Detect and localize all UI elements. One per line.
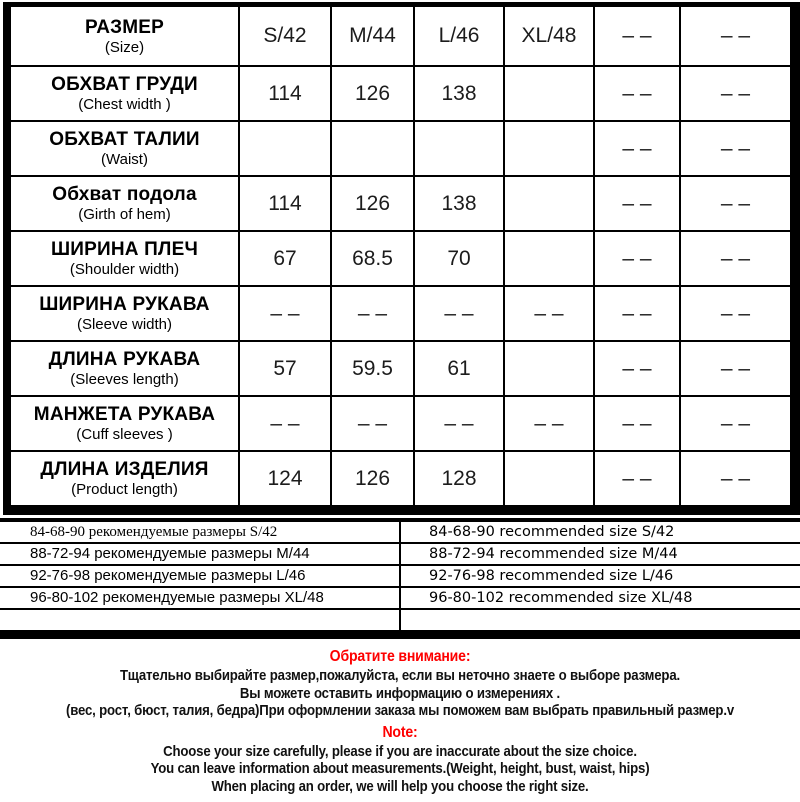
- value-cell: – –: [331, 286, 414, 341]
- note-line: Тщательно выбирайте размер,пожалуйста, если вы неточно знаете о выборе размера.: [120, 667, 680, 684]
- value-cell: [504, 451, 594, 506]
- row-label-cell: [10, 121, 239, 176]
- size-header-cell: M/44: [331, 6, 414, 66]
- value-cell: – –: [680, 66, 791, 121]
- value-cell: [504, 176, 594, 231]
- value-cell: – –: [680, 286, 791, 341]
- value-cell: – –: [680, 176, 791, 231]
- size-header-cell: – –: [594, 6, 680, 66]
- value-cell: – –: [680, 121, 791, 176]
- recommended-size-row: 92-76-98 recommended size L/46: [401, 566, 800, 588]
- row-label-en: (Size): [104, 38, 145, 56]
- value-cell: – –: [594, 66, 680, 121]
- value-cell: 138: [414, 66, 504, 121]
- row-label-ru: ШИРИНА РУКАВА: [39, 294, 210, 315]
- note-line: Вы можете оставить информацию о измерениях .: [239, 684, 561, 702]
- recommended-sizes-section: [0, 518, 800, 639]
- value-cell: 126: [331, 451, 414, 506]
- value-cell: [331, 121, 414, 176]
- value-cell: 61: [414, 341, 504, 396]
- row-label-cell: [10, 396, 239, 451]
- row-label-cell: [10, 231, 239, 286]
- value-cell: – –: [594, 396, 680, 451]
- row-label-ru: ОБХВАТ ГРУДИ: [51, 74, 198, 95]
- recommended-size-row: 92-76-98 рекомендуемые размеры L/46: [0, 566, 399, 588]
- row-label-cell: [10, 6, 239, 66]
- value-cell: – –: [680, 231, 791, 286]
- value-cell: – –: [680, 451, 791, 506]
- table-row-waist: [10, 121, 791, 176]
- row-label-ru: ДЛИНА ИЗДЕЛИЯ: [40, 459, 209, 480]
- row-label-ru: ШИРИНА ПЛЕЧ: [50, 239, 198, 260]
- value-cell: – –: [594, 231, 680, 286]
- recommended-size-row: 84-68-90 рекомендуемые размеры S/42: [0, 522, 399, 544]
- size-header-cell: L/46: [414, 6, 504, 66]
- row-label-ru: ОБХВАТ ТАЛИИ: [49, 129, 200, 150]
- row-label-cell: [10, 176, 239, 231]
- table-row-product-length: [10, 451, 791, 506]
- value-cell: 138: [414, 176, 504, 231]
- value-cell: – –: [594, 286, 680, 341]
- row-label-en: (Shoulder width): [69, 261, 180, 278]
- note-heading-ru: Обратите внимание:: [329, 648, 471, 665]
- empty-row: [401, 610, 800, 630]
- recommended-size-row: 88-72-94 рекомендуемые размеры M/44: [0, 544, 399, 566]
- row-label-en: (Waist): [101, 151, 148, 168]
- value-cell: – –: [239, 396, 331, 451]
- value-cell: [504, 121, 594, 176]
- value-cell: 70: [414, 231, 504, 286]
- size-table: [9, 5, 792, 507]
- value-cell: 114: [239, 176, 331, 231]
- value-cell: 126: [331, 176, 414, 231]
- size-chart-page: [0, 2, 800, 802]
- value-cell: 67: [239, 231, 331, 286]
- value-cell: [504, 341, 594, 396]
- value-cell: – –: [331, 396, 414, 451]
- note-line: (вес, рост, бюст, талия, бедра)При оформлении заказа мы поможем вам выбрать правильный размер.v: [66, 702, 734, 719]
- empty-row: [0, 610, 399, 630]
- row-label-en: (Sleeve width): [76, 316, 173, 333]
- row-label-cell: [10, 341, 239, 396]
- value-cell: – –: [680, 341, 791, 396]
- value-cell: – –: [680, 396, 791, 451]
- value-cell: – –: [414, 396, 504, 451]
- row-label-en: (Product length): [71, 481, 178, 498]
- table-row-cuff: [10, 396, 791, 451]
- note-line: Choose your size carefully, please if you are inaccurate about the size choice.: [163, 742, 637, 760]
- table-row-shoulder: [10, 231, 791, 286]
- row-label-en: (Chest width ): [78, 96, 171, 113]
- row-label-ru: МАНЖЕТА РУКАВА: [33, 404, 216, 425]
- value-cell: 124: [239, 451, 331, 506]
- value-cell: 57: [239, 341, 331, 396]
- size-header-cell: XL/48: [504, 6, 594, 66]
- recommended-sizes-ru: [0, 522, 399, 630]
- recommended-size-row: 84-68-90 recommended size S/42: [401, 522, 800, 544]
- row-label-ru: Обхват подола: [52, 184, 197, 205]
- table-row-hem: [10, 176, 791, 231]
- value-cell: [414, 121, 504, 176]
- recommended-size-row: 88-72-94 recommended size M/44: [401, 544, 800, 566]
- row-label-en: (Sleeves length): [70, 371, 179, 388]
- row-label-ru: РАЗМЕР: [85, 16, 164, 38]
- row-label-en: (Girth of hem): [78, 206, 171, 223]
- value-cell: – –: [414, 286, 504, 341]
- row-label-cell: [10, 286, 239, 341]
- value-cell: [504, 231, 594, 286]
- value-cell: – –: [239, 286, 331, 341]
- value-cell: 128: [414, 451, 504, 506]
- value-cell: 126: [331, 66, 414, 121]
- table-row-sleeve-length: [10, 341, 791, 396]
- table-row-sleeve-width: [10, 286, 791, 341]
- row-label-cell: [10, 66, 239, 121]
- row-label-en: (Cuff sleeves ): [76, 426, 173, 443]
- value-cell: [239, 121, 331, 176]
- table-row-size: [10, 6, 791, 66]
- value-cell: – –: [594, 121, 680, 176]
- value-cell: – –: [594, 451, 680, 506]
- size-header-cell: S/42: [239, 6, 331, 66]
- value-cell: – –: [504, 286, 594, 341]
- value-cell: 114: [239, 66, 331, 121]
- value-cell: 68.5: [331, 231, 414, 286]
- recommended-size-row: 96-80-102 рекомендуемые размеры XL/48: [0, 588, 399, 610]
- value-cell: – –: [594, 341, 680, 396]
- size-table-frame: [3, 2, 800, 515]
- table-row-chest: [10, 66, 791, 121]
- note-heading-en: Note:: [382, 723, 418, 741]
- notes-section: [48, 639, 752, 795]
- value-cell: – –: [594, 176, 680, 231]
- note-line: You can leave information about measurements.(Weight, height, bust, waist, hips): [150, 760, 650, 777]
- row-label-ru: ДЛИНА РУКАВА: [48, 349, 201, 370]
- row-label-cell: [10, 451, 239, 506]
- value-cell: – –: [504, 396, 594, 451]
- recommended-sizes-en: [399, 522, 800, 630]
- note-line: When placing an order, we will help you choose the right size.: [211, 777, 589, 795]
- value-cell: [504, 66, 594, 121]
- size-header-cell: – –: [680, 6, 791, 66]
- recommended-size-row: 96-80-102 recommended size XL/48: [401, 588, 800, 610]
- value-cell: 59.5: [331, 341, 414, 396]
